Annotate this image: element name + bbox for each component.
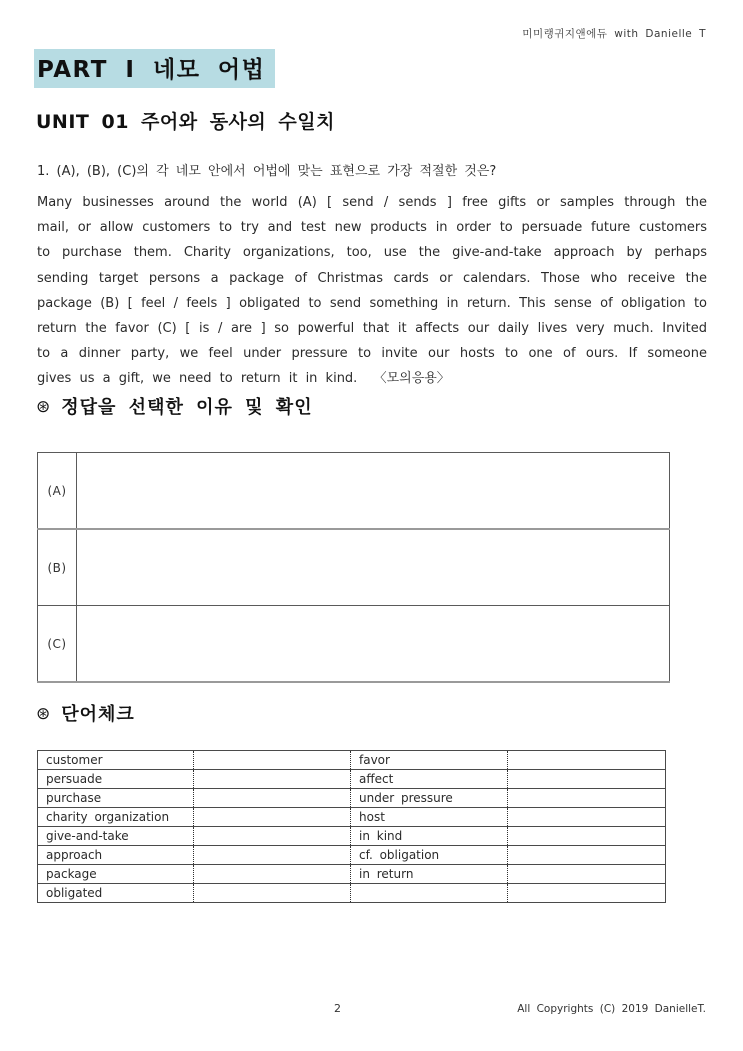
passage-text: Many businesses around the world (A) [ send / sends ] free gifts or samples through the mail, or allow customers to try and test new products in order to persuade future customers to purchase them. Charity organizations, too, use the give-and-take approach by perhaps sending target persons a package of Christmas cards or calendars. Those who receive the package (B) [ feel / feels ] obligated to send something in return. This sense of obligation to return the favor (C) [ is / are ] so powerful that it affects our daily lives very much. Invited to a dinner party, we feel under pressure to invite our hosts to one of ours. If someone gives us a gift, we need to return it in kind. [37,195,707,387]
copyright-text: All Copyrights (C) 2019 DanielleT. [517,1003,706,1015]
table-row [38,770,666,789]
question-passage [37,190,707,392]
flower-bullet-icon: ⊛ [36,397,52,417]
vocab-word: package [38,865,194,884]
vocab-word: obligated [38,884,194,903]
vocab-word: in kind [351,827,508,846]
table-row [38,846,666,865]
passage-source: 〈모의응용〉 [373,371,450,387]
table-row [38,827,666,846]
vocab-definition [508,751,666,770]
table-row [38,606,670,683]
vocab-table [37,750,666,903]
vocab-word: give-and-take [38,827,194,846]
answer-cell-a [77,453,670,530]
vocab-section-title: 단어체크 [61,704,135,725]
vocab-word: customer [38,751,194,770]
vocab-definition [194,751,351,770]
answer-row-label-b: (B) [38,529,77,606]
table-row [38,884,666,903]
part-title: PART Ⅰ 네모 어법 [34,49,275,88]
vocab-definition [194,789,351,808]
answer-section-heading [36,393,313,419]
vocab-definition [194,865,351,884]
page-number: 2 [334,1002,341,1015]
vocab-section-heading [36,700,135,726]
answer-cell-b [77,529,670,606]
vocab-definition [194,770,351,789]
vocab-word: approach [38,846,194,865]
vocab-word: persuade [38,770,194,789]
table-row [38,865,666,884]
vocab-word: in return [351,865,508,884]
vocab-word: purchase [38,789,194,808]
vocab-definition [194,884,351,903]
vocab-definition [508,808,666,827]
vocab-definition [508,827,666,846]
vocab-word: favor [351,751,508,770]
vocab-definition [194,808,351,827]
vocab-word: charity organization [38,808,194,827]
vocab-word [351,884,508,903]
answer-table [37,452,670,683]
vocab-word: affect [351,770,508,789]
unit-title: UNIT 01 주어와 동사의 수일치 [36,111,335,133]
answer-cell-c [77,606,670,683]
vocab-word: host [351,808,508,827]
table-row [38,529,670,606]
vocab-word: under pressure [351,789,508,808]
answer-section-title: 정답을 선택한 이유 및 확인 [61,397,313,418]
answer-row-label-a: (A) [38,453,77,530]
vocab-definition [508,770,666,789]
vocab-definition [508,846,666,865]
answer-row-label-c: (C) [38,606,77,683]
table-row [38,789,666,808]
vocab-word: cf. obligation [351,846,508,865]
table-row [38,808,666,827]
vocab-definition [194,827,351,846]
brand-header: 미미랭귀지앤에듀 with Danielle T [522,28,706,40]
table-row [38,453,670,530]
vocab-definition [194,846,351,865]
vocab-definition [508,789,666,808]
vocab-definition [508,884,666,903]
table-row [38,751,666,770]
vocab-definition [508,865,666,884]
flower-bullet-icon: ⊛ [36,704,52,724]
question-prompt: 1. (A), (B), (C)의 각 네모 안에서 어법에 맞는 표현으로 가장 적절한 것은? [37,164,497,179]
